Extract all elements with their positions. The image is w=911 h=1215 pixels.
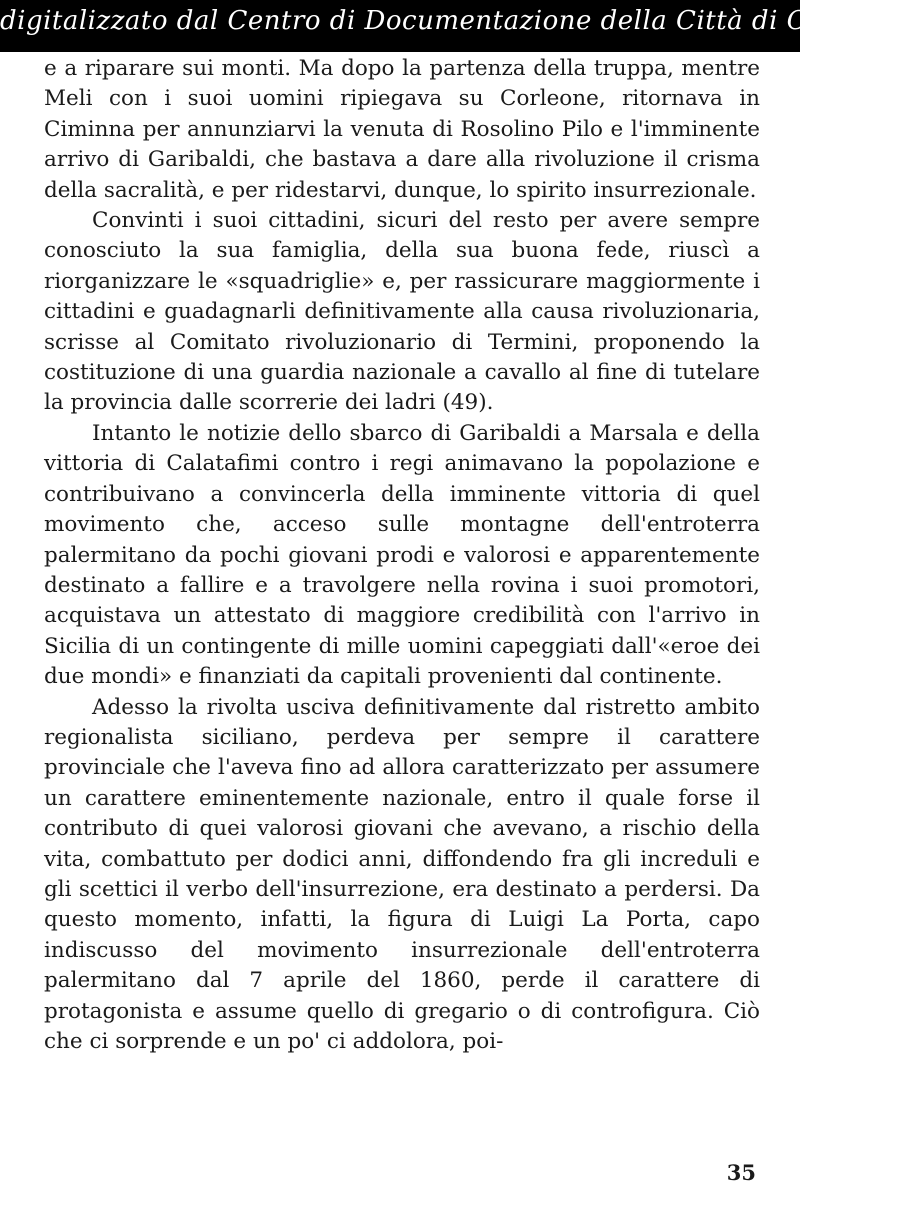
paragraph-4: Adesso la rivolta usciva definitivamente dal ristretto ambito regionalista siciliano, perdeva per sempre il carattere provinciale che l'aveva fino ad allora caratterizzato per assumere un carattere eminentemente nazionale, entro il quale forse il contributo di quei valorosi giovani che avevano, a rischio della vita, combattuto per dodici anni, diffondendo fra gli increduli e gli scettici il verbo dell'insurrezione, era destinato a perdersi. Da questo momento, infatti, la figura di Luigi La Porta, capo indiscusso del movimento insurrezionale dell'entroterra palermitano dal 7 aprile del 1860, perde il carattere di protagonista e assume quello di gregario o di controfigura. Ciò che ci sorprende e un po' ci addolora, poi- (44, 694, 760, 1054)
watermark-band (0, 0, 911, 52)
paragraph-1: e a riparare sui monti. Ma dopo la partenza della truppa, mentre Meli con i suoi uomini ripiegava su Corleone, ritornava in Ciminna per annunziarvi la venuta di Rosolino Pilo e l'imminente arrivo di Garibaldi, che bastava a dare alla rivoluzione il crisma della sacralità, e per ridestarvi, dunque, lo spirito insurrezionale. (44, 56, 760, 203)
paragraph-3: Intanto le notizie dello sbarco di Garibaldi a Marsala e della vittoria di Calatafimi contro i regi animavano la popolazione e contribuivano a convincerla della imminente vittoria di quel movimento che, acceso sulle montagne dell'entroterra palermitano da pochi giovani prodi e valorosi e apparentemente destinato a fallire e a travolgere nella rovina i suoi promotori, acquistava un attestato di maggiore credibilità con l'arrivo in Sicilia di un contingente di mille uomini capeggiati dall'«eroe dei due mondi» e finanziati da capitali provenienti dal continente. (44, 420, 760, 690)
page-number: 35 (726, 1160, 756, 1185)
page-body-text (44, 54, 760, 1057)
digitization-watermark: digitalizzato dal Centro di Documentazione della Città di Canicattì (0, 6, 911, 36)
paragraph-2: Convinti i suoi cittadini, sicuri del resto per avere sempre conosciuto la sua famiglia, della sua buona fede, riuscì a riorganizzare le «squadriglie» e, per rassicurare maggiormente i cittadini e guadagnarli definitivamente alla causa rivoluzionaria, scrisse al Comitato rivoluzionario di Termini, proponendo la costituzione di una guardia nazionale a cavallo al fine di tutelare la provincia dalle scorrerie dei ladri (49). (44, 208, 760, 416)
